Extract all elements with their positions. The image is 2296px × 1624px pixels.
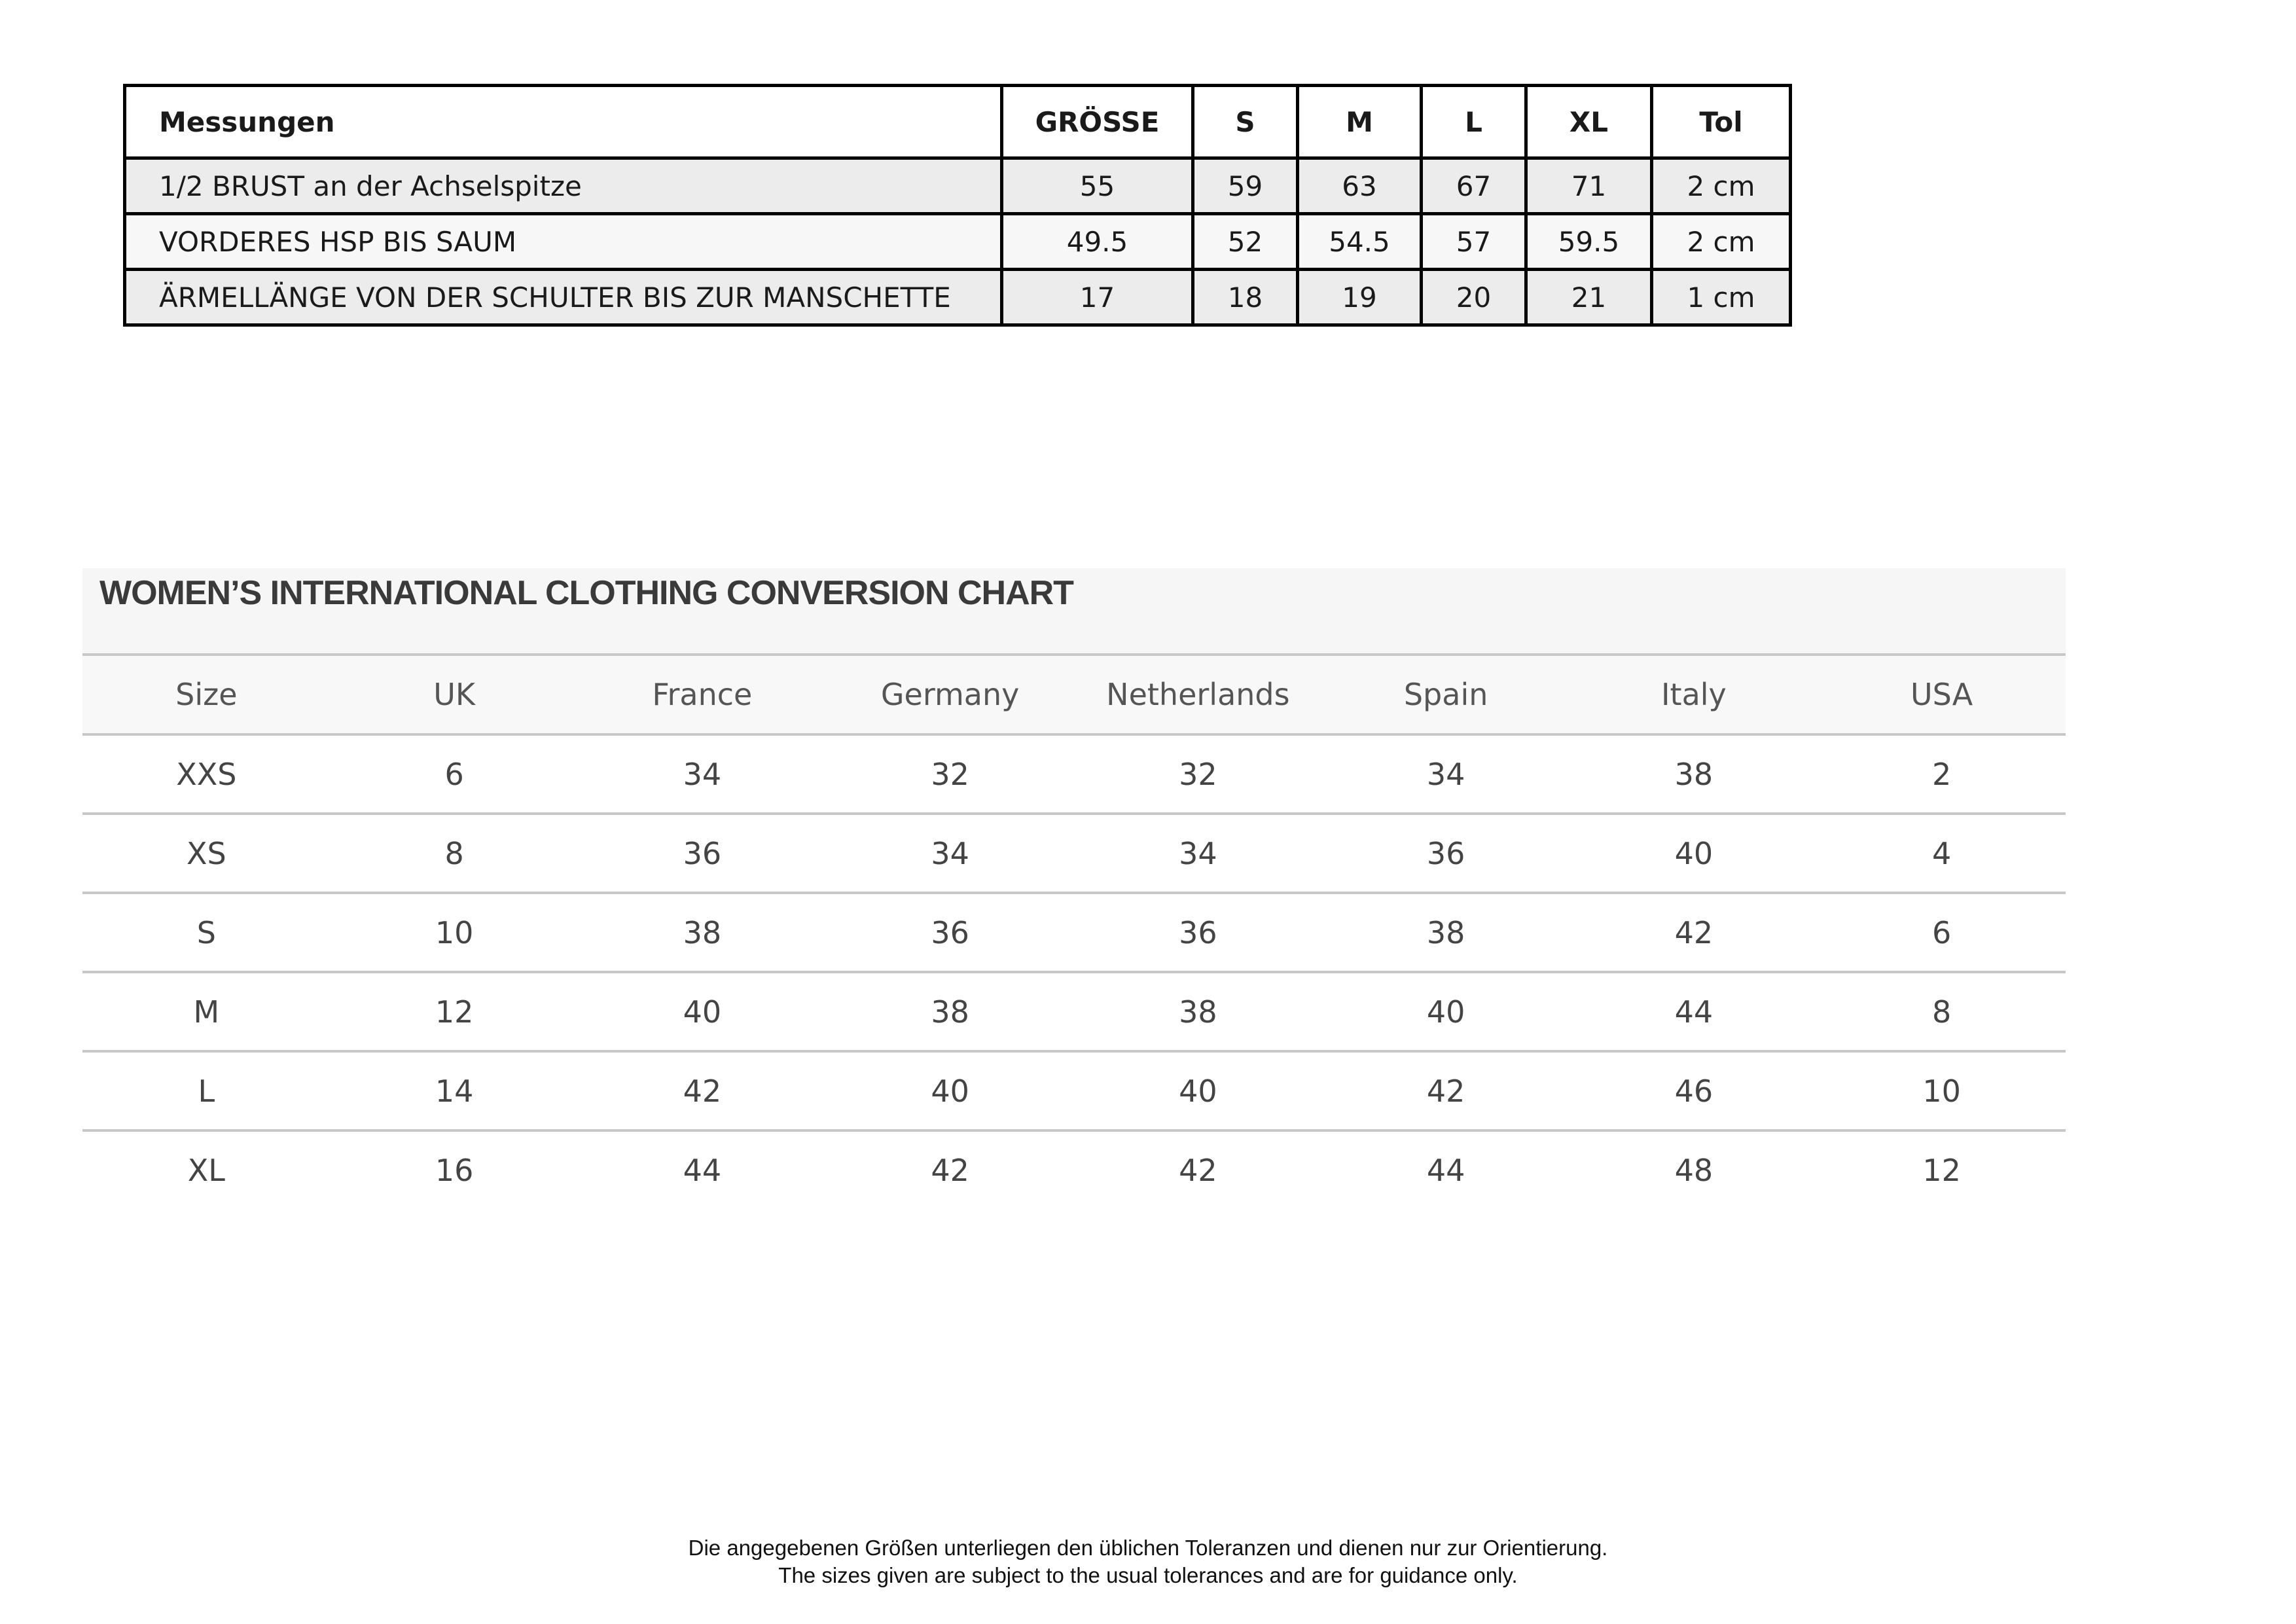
cell-netherlands: 42 [1074, 1130, 1322, 1208]
measurement-row [125, 214, 1791, 270]
cell-italy: 44 [1570, 972, 1818, 1051]
cell-germany: 36 [826, 893, 1074, 972]
cell-netherlands: 40 [1074, 1051, 1322, 1130]
cell-spain: 38 [1322, 893, 1570, 972]
measurement-label: 1/2 BRUST an der Achselspitze [125, 158, 1002, 214]
footer-note-english: The sizes given are subject to the usual tolerances and are for guidance only. [778, 1563, 1518, 1587]
measurement-row [125, 270, 1791, 325]
cell-netherlands: 32 [1074, 734, 1322, 814]
header-usa: USA [1818, 656, 2066, 734]
measurement-xl: 59.5 [1526, 214, 1652, 270]
table-row [82, 1130, 2066, 1208]
measurement-tolerance: 2 cm [1652, 158, 1791, 214]
cell-usa: 6 [1818, 893, 2066, 972]
cell-usa: 4 [1818, 814, 2066, 893]
cell-spain: 42 [1322, 1051, 1570, 1130]
measurement-tolerance: 1 cm [1652, 270, 1791, 325]
conversion-header-row [82, 656, 2066, 734]
header-germany: Germany [826, 656, 1074, 734]
cell-usa: 2 [1818, 734, 2066, 814]
cell-germany: 42 [826, 1130, 1074, 1208]
cell-netherlands: 38 [1074, 972, 1322, 1051]
cell-uk: 8 [331, 814, 579, 893]
cell-germany: 40 [826, 1051, 1074, 1130]
measurement-table [123, 84, 1792, 327]
cell-france: 40 [579, 972, 827, 1051]
header-netherlands: Netherlands [1074, 656, 1322, 734]
measurement-size: 17 [1002, 270, 1193, 325]
header-xl: XL [1526, 86, 1652, 158]
cell-italy: 46 [1570, 1051, 1818, 1130]
cell-size: XL [82, 1130, 331, 1208]
cell-netherlands: 34 [1074, 814, 1322, 893]
cell-germany: 38 [826, 972, 1074, 1051]
measurement-s: 52 [1193, 214, 1298, 270]
cell-size: M [82, 972, 331, 1051]
cell-france: 34 [579, 734, 827, 814]
conversion-chart [82, 568, 2066, 1208]
cell-france: 36 [579, 814, 827, 893]
cell-usa: 10 [1818, 1051, 2066, 1130]
measurement-label: VORDERES HSP BIS SAUM [125, 214, 1002, 270]
cell-spain: 34 [1322, 734, 1570, 814]
measurement-header-row [125, 86, 1791, 158]
cell-france: 38 [579, 893, 827, 972]
footer-note [0, 1534, 2296, 1589]
cell-germany: 32 [826, 734, 1074, 814]
header-size: Size [82, 656, 331, 734]
table-row [82, 1051, 2066, 1130]
cell-italy: 42 [1570, 893, 1818, 972]
cell-spain: 36 [1322, 814, 1570, 893]
cell-size: L [82, 1051, 331, 1130]
header-france: France [579, 656, 827, 734]
cell-size: S [82, 893, 331, 972]
measurement-xl: 71 [1526, 158, 1652, 214]
cell-usa: 8 [1818, 972, 2066, 1051]
cell-size: XXS [82, 734, 331, 814]
cell-germany: 34 [826, 814, 1074, 893]
measurement-s: 59 [1193, 158, 1298, 214]
table-row [82, 893, 2066, 972]
header-measurements: Messungen [125, 86, 1002, 158]
measurement-m: 63 [1298, 158, 1422, 214]
table-row [82, 814, 2066, 893]
cell-size: XS [82, 814, 331, 893]
header-size: GRÖSSE [1002, 86, 1193, 158]
header-italy: Italy [1570, 656, 1818, 734]
cell-usa: 12 [1818, 1130, 2066, 1208]
table-row [82, 972, 2066, 1051]
cell-italy: 40 [1570, 814, 1818, 893]
measurement-m: 19 [1298, 270, 1422, 325]
conversion-table [82, 656, 2066, 1208]
header-m: M [1298, 86, 1422, 158]
header-tolerance: Tol [1652, 86, 1791, 158]
measurement-l: 67 [1422, 158, 1526, 214]
cell-uk: 12 [331, 972, 579, 1051]
conversion-title-bar [82, 568, 2066, 656]
cell-italy: 38 [1570, 734, 1818, 814]
cell-uk: 6 [331, 734, 579, 814]
cell-france: 44 [579, 1130, 827, 1208]
cell-italy: 48 [1570, 1130, 1818, 1208]
header-s: S [1193, 86, 1298, 158]
measurement-size: 49.5 [1002, 214, 1193, 270]
measurement-l: 57 [1422, 214, 1526, 270]
cell-france: 42 [579, 1051, 827, 1130]
cell-spain: 40 [1322, 972, 1570, 1051]
footer-note-german: Die angegebenen Größen unterliegen den üblichen Toleranzen und dienen nur zur Orientierung. [688, 1536, 1608, 1560]
cell-spain: 44 [1322, 1130, 1570, 1208]
measurement-s: 18 [1193, 270, 1298, 325]
measurement-m: 54.5 [1298, 214, 1422, 270]
measurement-l: 20 [1422, 270, 1526, 325]
measurement-size: 55 [1002, 158, 1193, 214]
header-uk: UK [331, 656, 579, 734]
measurement-xl: 21 [1526, 270, 1652, 325]
cell-uk: 16 [331, 1130, 579, 1208]
cell-uk: 14 [331, 1051, 579, 1130]
measurement-row [125, 158, 1791, 214]
conversion-title: WOMEN’S INTERNATIONAL CLOTHING CONVERSION CHART [99, 574, 1073, 612]
table-row [82, 734, 2066, 814]
measurement-tolerance: 2 cm [1652, 214, 1791, 270]
header-l: L [1422, 86, 1526, 158]
measurement-label: ÄRMELLÄNGE VON DER SCHULTER BIS ZUR MANSCHETTE [125, 270, 1002, 325]
cell-uk: 10 [331, 893, 579, 972]
cell-netherlands: 36 [1074, 893, 1322, 972]
header-spain: Spain [1322, 656, 1570, 734]
